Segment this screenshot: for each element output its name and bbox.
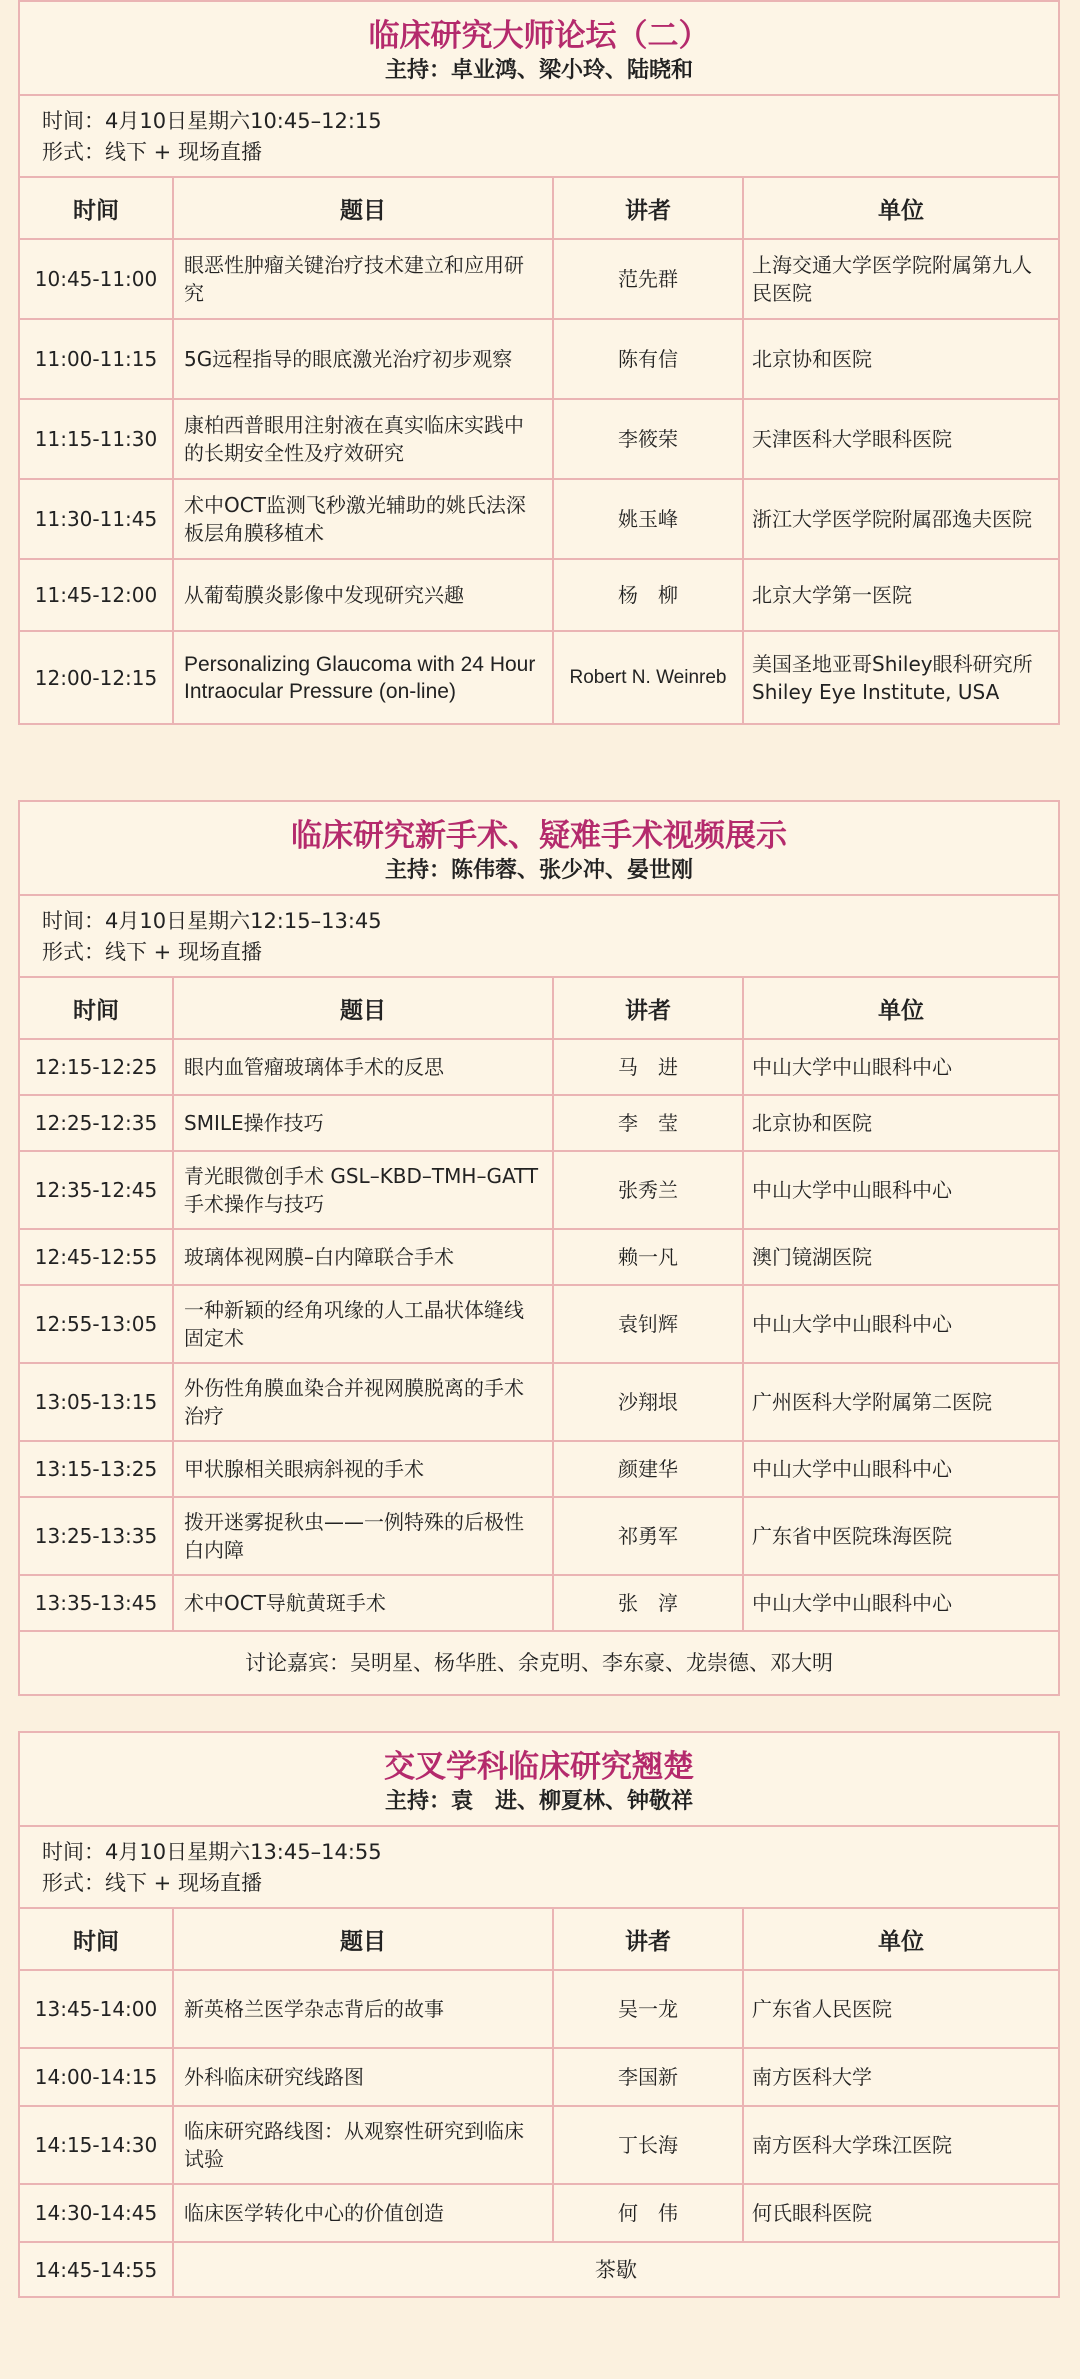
row-speaker: 张 淳: [553, 1575, 743, 1631]
session-title: 交叉学科临床研究翘楚: [384, 1749, 694, 1785]
row-topic: 玻璃体视网膜–白内障联合手术: [173, 1229, 553, 1285]
table-row: [20, 319, 1058, 399]
tea-break: 茶歇: [595, 2257, 637, 2282]
session-time: 时间：4月10日星期六10:45–12:15: [42, 109, 382, 133]
session-hosts: 主持：卓业鸿、梁小玲、陆晓和: [384, 58, 693, 83]
header-speaker: 讲者: [553, 178, 743, 239]
row-speaker: 李 莹: [553, 1095, 743, 1151]
row-time: 14:15-14:30: [20, 2106, 173, 2184]
table-row: [20, 1285, 1058, 1363]
table-row: [20, 1441, 1058, 1497]
row-time: 10:45-11:00: [20, 239, 173, 319]
session-format: 形式：线下 + 现场直播: [42, 940, 262, 964]
row-speaker: 颜建华: [553, 1441, 743, 1497]
session-title: 临床研究新手术、疑难手术视频展示: [291, 818, 787, 854]
row-unit: 中山大学中山眼科中心: [743, 1575, 1058, 1631]
row-time: 12:45-12:55: [20, 1229, 173, 1285]
row-topic: 青光眼微创手术 GSL–KBD–TMH–GATT手术操作与技巧: [173, 1151, 553, 1229]
header-unit: 单位: [743, 978, 1058, 1039]
row-speaker: 李筱荣: [553, 399, 743, 479]
session-format: 形式：线下 + 现场直播: [42, 140, 262, 164]
table-row: [20, 1363, 1058, 1441]
header-time: 时间: [20, 178, 173, 239]
row-time: 12:55-13:05: [20, 1285, 173, 1363]
session-3: [18, 1731, 1060, 2298]
table-row: [20, 2106, 1058, 2184]
header-speaker: 讲者: [553, 978, 743, 1039]
row-unit: 北京协和医院: [743, 1095, 1058, 1151]
session-hosts: 主持：陈伟蓉、张少冲、晏世刚: [384, 858, 693, 883]
schedule-table: [20, 1909, 1058, 2296]
row-time: 13:05-13:15: [20, 1363, 173, 1441]
row-topic: 眼恶性肿瘤关键治疗技术建立和应用研究: [173, 239, 553, 319]
table-row: [20, 1970, 1058, 2048]
row-time: 14:30-14:45: [20, 2184, 173, 2242]
session-2: [18, 800, 1060, 1696]
header-topic: 题目: [173, 978, 553, 1039]
header-topic: 题目: [173, 1909, 553, 1970]
session-hosts: 主持：袁 进、柳夏林、钟敬祥: [384, 1789, 693, 1814]
row-speaker: 马 进: [553, 1039, 743, 1095]
row-time: 13:15-13:25: [20, 1441, 173, 1497]
row-time: 11:00-11:15: [20, 319, 173, 399]
table-row: [20, 1151, 1058, 1229]
row-time: 12:35-12:45: [20, 1151, 173, 1229]
row-time: 11:45-12:00: [20, 559, 173, 631]
header-time: 时间: [20, 978, 173, 1039]
row-topic: 临床医学转化中心的价值创造: [173, 2184, 553, 2242]
row-unit: 北京大学第一医院: [743, 559, 1058, 631]
row-unit: 广州医科大学附属第二医院: [743, 1363, 1058, 1441]
row-topic: 甲状腺相关眼病斜视的手术: [173, 1441, 553, 1497]
row-speaker: 丁长海: [553, 2106, 743, 2184]
row-topic: 康柏西普眼用注射液在真实临床实践中的长期安全性及疗效研究: [173, 399, 553, 479]
row-unit: 浙江大学医学院附属邵逸夫医院: [743, 479, 1058, 559]
row-time: 13:45-14:00: [20, 1970, 173, 2048]
row-speaker: 何 伟: [553, 2184, 743, 2242]
row-topic: 5G远程指导的眼底激光治疗初步观察: [173, 319, 553, 399]
row-unit: 广东省人民医院: [743, 1970, 1058, 2048]
row-unit: 天津医科大学眼科医院: [743, 399, 1058, 479]
break-row: [20, 2242, 1058, 2296]
table-row: [20, 2048, 1058, 2106]
session-info: [20, 1827, 1058, 1909]
row-topic: 外伤性角膜血染合并视网膜脱离的手术治疗: [173, 1363, 553, 1441]
row-time: 14:00-14:15: [20, 2048, 173, 2106]
row-unit: 美国圣地亚哥Shiley眼科研究所 Shiley Eye Institute, USA: [752, 651, 1033, 704]
row-speaker: 陈有信: [553, 319, 743, 399]
table-row: [20, 2184, 1058, 2242]
row-topic: 术中OCT导航黄斑手术: [173, 1575, 553, 1631]
table-row: [20, 399, 1058, 479]
row-unit: 南方医科大学珠江医院: [743, 2106, 1058, 2184]
table-row: [20, 1497, 1058, 1575]
row-topic: 眼内血管瘤玻璃体手术的反思: [173, 1039, 553, 1095]
row-speaker: 袁钊辉: [553, 1285, 743, 1363]
table-row: [20, 239, 1058, 319]
row-topic: 新英格兰医学杂志背后的故事: [173, 1970, 553, 2048]
row-unit: 上海交通大学医学院附属第九人民医院: [743, 239, 1058, 319]
discussion-guests: 讨论嘉宾：吴明星、杨华胜、余克明、李东豪、龙崇德、邓大明: [245, 1651, 833, 1675]
table-row: [20, 1095, 1058, 1151]
session-header: [20, 2, 1058, 96]
row-unit: 中山大学中山眼科中心: [743, 1151, 1058, 1229]
row-time: 11:30-11:45: [20, 479, 173, 559]
table-row: [20, 559, 1058, 631]
table-row: [20, 479, 1058, 559]
header-time: 时间: [20, 1909, 173, 1970]
break-time: 14:45-14:55: [20, 2242, 173, 2296]
row-time: 12:00-12:15: [20, 631, 173, 723]
table-row: [20, 1039, 1058, 1095]
row-time: 12:15-12:25: [20, 1039, 173, 1095]
session-time: 时间：4月10日星期六12:15–13:45: [42, 909, 382, 933]
row-topic: 术中OCT监测飞秒激光辅助的姚氏法深板层角膜移植术: [173, 479, 553, 559]
session-info: [20, 896, 1058, 978]
row-time: 13:25-13:35: [20, 1497, 173, 1575]
schedule-table: [20, 978, 1058, 1694]
session-title: 临床研究大师论坛（二）: [368, 18, 710, 54]
row-topic: Personalizing Glaucoma with 24 Hour Intraocular Pressure (on-line): [173, 631, 553, 723]
row-topic: 拨开迷雾捉秋虫——一例特殊的后极性白内障: [173, 1497, 553, 1575]
row-time: 13:35-13:45: [20, 1575, 173, 1631]
row-unit: 广东省中医院珠海医院: [743, 1497, 1058, 1575]
row-topic: 外科临床研究线路图: [173, 2048, 553, 2106]
row-unit: 何氏眼科医院: [743, 2184, 1058, 2242]
table-header-row: [20, 978, 1058, 1039]
table-row: [20, 1575, 1058, 1631]
session-1: [18, 0, 1060, 725]
row-speaker: 范先群: [553, 239, 743, 319]
row-time: 11:15-11:30: [20, 399, 173, 479]
row-topic: 从葡萄膜炎影像中发现研究兴趣: [173, 559, 553, 631]
session-header: [20, 802, 1058, 896]
discussion-row: [20, 1631, 1058, 1694]
row-speaker: 吴一龙: [553, 1970, 743, 2048]
session-format: 形式：线下 + 现场直播: [42, 1871, 262, 1895]
table-header-row: [20, 178, 1058, 239]
row-speaker: 祁勇军: [553, 1497, 743, 1575]
row-unit: 南方医科大学: [743, 2048, 1058, 2106]
row-topic: 一种新颖的经角巩缘的人工晶状体缝线固定术: [173, 1285, 553, 1363]
table-header-row: [20, 1909, 1058, 1970]
session-header: [20, 1733, 1058, 1827]
row-unit: 澳门镜湖医院: [743, 1229, 1058, 1285]
row-speaker: 李国新: [553, 2048, 743, 2106]
table-row: [20, 631, 1058, 723]
session-time: 时间：4月10日星期六13:45–14:55: [42, 1840, 382, 1864]
row-speaker: 沙翔垠: [553, 1363, 743, 1441]
row-speaker: 赖一凡: [553, 1229, 743, 1285]
header-speaker: 讲者: [553, 1909, 743, 1970]
row-topic: 临床研究路线图：从观察性研究到临床试验: [173, 2106, 553, 2184]
row-topic: SMILE操作技巧: [173, 1095, 553, 1151]
row-speaker: 姚玉峰: [553, 479, 743, 559]
row-speaker: 张秀兰: [553, 1151, 743, 1229]
row-unit: 北京协和医院: [743, 319, 1058, 399]
row-unit: 中山大学中山眼科中心: [743, 1285, 1058, 1363]
row-speaker: Robert N. Weinreb: [553, 631, 743, 723]
row-unit: 中山大学中山眼科中心: [743, 1441, 1058, 1497]
header-topic: 题目: [173, 178, 553, 239]
row-speaker: 杨 柳: [553, 559, 743, 631]
row-unit: 中山大学中山眼科中心: [743, 1039, 1058, 1095]
session-info: [20, 96, 1058, 178]
header-unit: 单位: [743, 1909, 1058, 1970]
schedule-table: [20, 178, 1058, 723]
table-row: [20, 1229, 1058, 1285]
header-unit: 单位: [743, 178, 1058, 239]
row-time: 12:25-12:35: [20, 1095, 173, 1151]
